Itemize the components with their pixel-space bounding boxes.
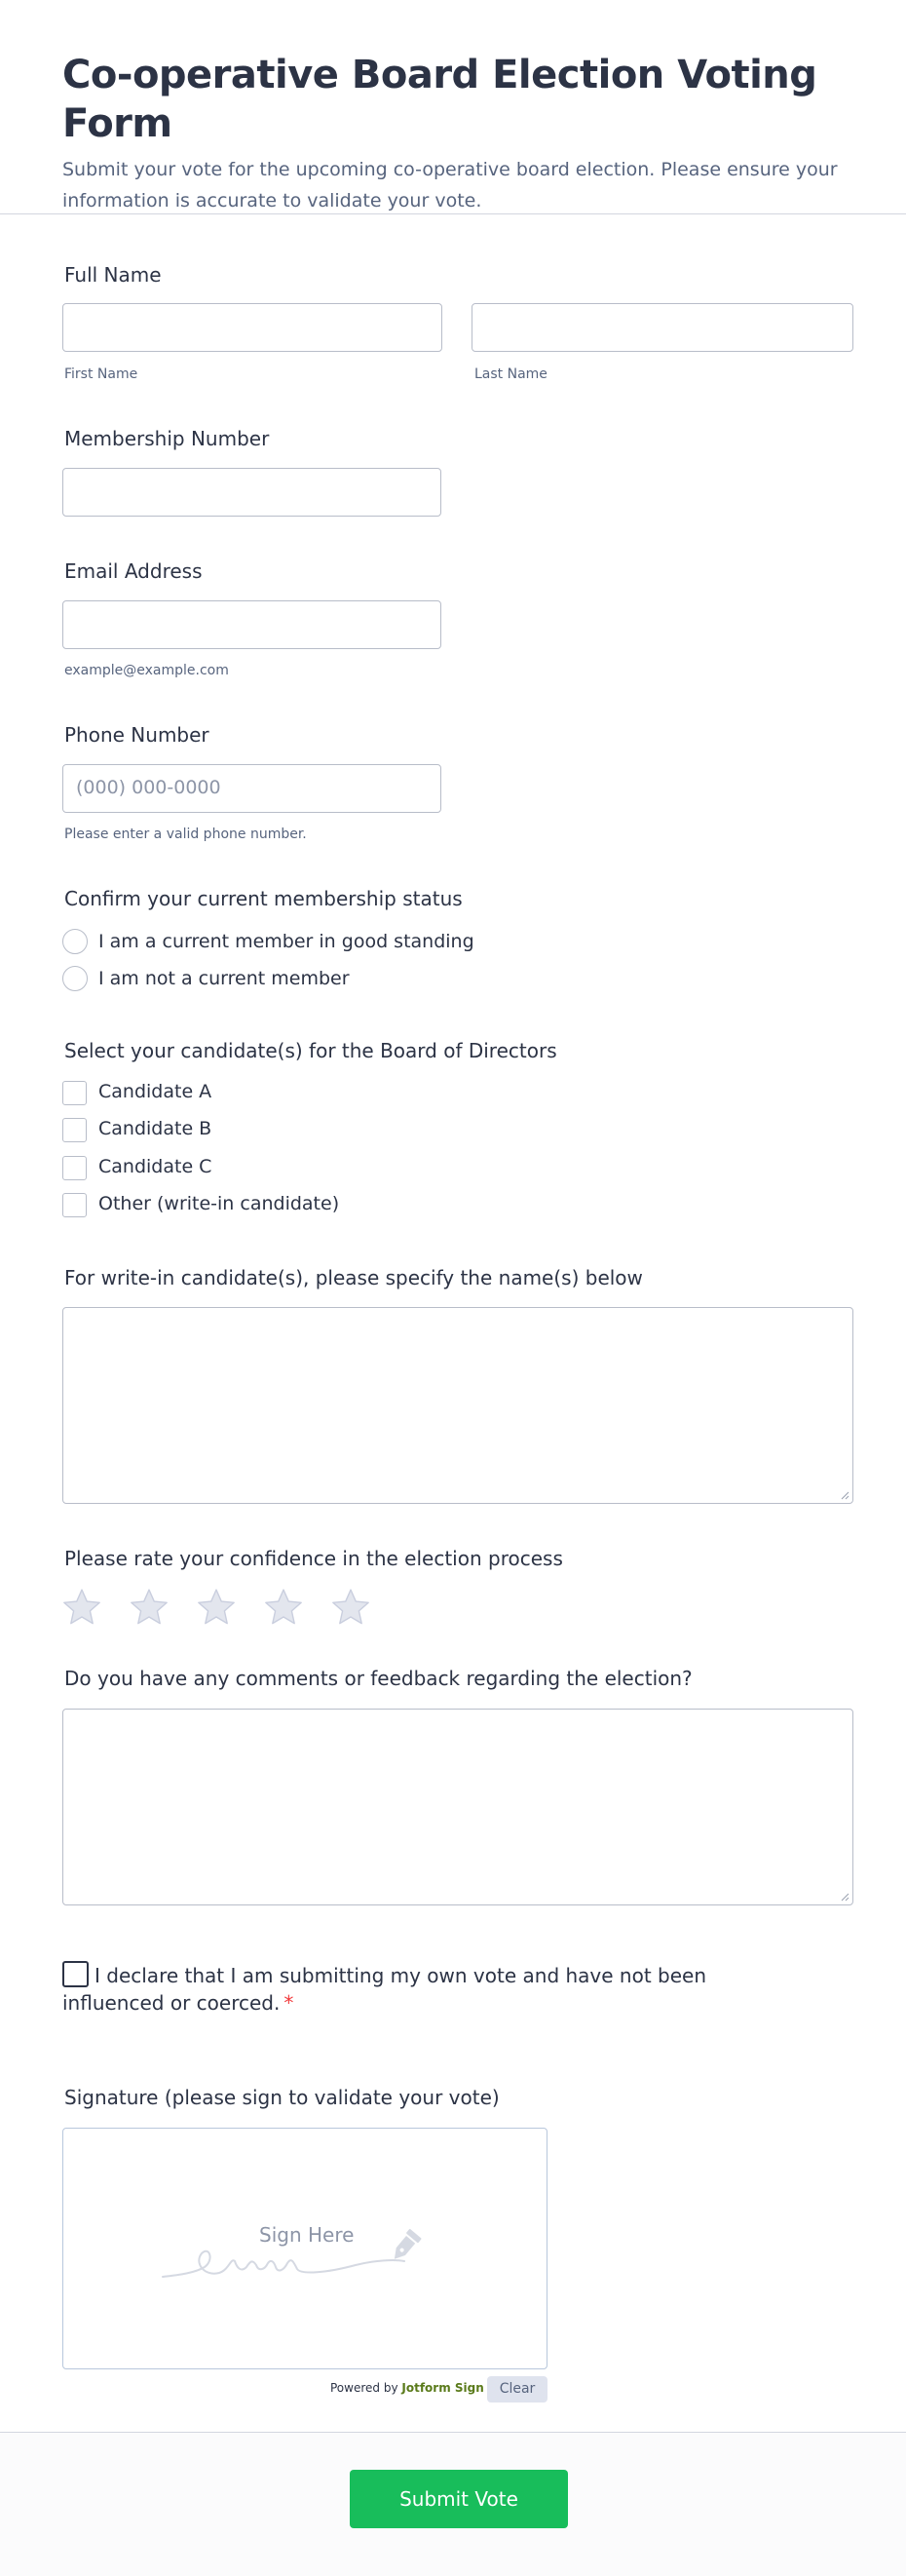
phone-sublabel: Please enter a valid phone number. [64, 827, 307, 842]
form-title: Co-operative Board Election Voting Form [62, 53, 817, 146]
star-icon[interactable] [61, 1587, 102, 1628]
header-divider [0, 213, 906, 214]
candidates-label: Select your candidate(s) for the Board of Directors [64, 1039, 557, 1062]
candidate-c-option[interactable]: Candidate C [62, 1154, 277, 1181]
candidate-b-option[interactable]: Candidate B [62, 1116, 277, 1143]
declaration-field [62, 1961, 744, 2017]
signature-label: Signature (please sign to validate your vote) [64, 2086, 500, 2109]
membership-number-input[interactable] [62, 468, 441, 517]
first-name-sublabel: First Name [64, 366, 138, 382]
membership-status-label: Confirm your current membership status [64, 887, 463, 910]
checkbox[interactable] [62, 1156, 87, 1180]
first-name-input[interactable] [62, 303, 442, 352]
comments-textarea[interactable] [62, 1709, 853, 1905]
radio-button[interactable] [62, 929, 88, 954]
star-icon[interactable] [196, 1587, 237, 1628]
candidate-a-option[interactable]: Candidate A [62, 1079, 277, 1106]
resize-handle-icon[interactable] [840, 1892, 849, 1902]
comments-label: Do you have any comments or feedback regarding the election? [64, 1667, 693, 1690]
status-option-current[interactable]: I am a current member in good standing [62, 929, 472, 956]
submit-vote-button[interactable]: Submit Vote [350, 2470, 568, 2528]
clear-signature-button[interactable]: Clear [487, 2376, 547, 2403]
status-option-not-current[interactable]: I am not a current member [62, 966, 374, 993]
sign-here-placeholder: Sign Here [259, 2223, 355, 2247]
declaration-checkbox[interactable] [62, 1961, 89, 1987]
email-label: Email Address [64, 559, 203, 583]
signature-pad[interactable] [62, 2128, 547, 2369]
radio-button[interactable] [62, 966, 88, 991]
form-subtitle: Submit your vote for the upcoming co-operative board election. Please ensure your information is accurate to validate your vote. [62, 159, 838, 211]
phone-input[interactable] [62, 764, 441, 813]
star-icon[interactable] [129, 1587, 170, 1628]
email-input[interactable] [62, 600, 441, 649]
checkbox[interactable] [62, 1118, 87, 1142]
star-icon[interactable] [330, 1587, 371, 1628]
form-header [62, 51, 861, 216]
membership-number-label: Membership Number [64, 427, 270, 450]
star-icon[interactable] [263, 1587, 304, 1628]
last-name-sublabel: Last Name [474, 366, 547, 382]
powered-by: Powered by Jotform Sign [330, 2381, 484, 2395]
checkbox[interactable] [62, 1081, 87, 1105]
declaration-text: I declare that I am submitting my own vote and have not been influenced or coerced. [62, 1964, 707, 2015]
phone-placeholder: (000) 000-0000 [76, 777, 221, 798]
phone-label: Phone Number [64, 723, 209, 747]
write-in-label: For write-in candidate(s), please specify the name(s) below [64, 1266, 643, 1289]
last-name-input[interactable] [472, 303, 853, 352]
jotform-sign-brand: Jotform Sign [401, 2381, 484, 2395]
resize-handle-icon[interactable] [840, 1490, 849, 1500]
rating-label: Please rate your confidence in the election process [64, 1547, 563, 1570]
candidate-other-option[interactable]: Other (write-in candidate) [62, 1191, 355, 1218]
required-mark: * [283, 1991, 294, 2015]
email-sublabel: example@example.com [64, 663, 229, 678]
checkbox[interactable] [62, 1193, 87, 1217]
full-name-label: Full Name [64, 263, 162, 287]
write-in-textarea[interactable] [62, 1307, 853, 1504]
